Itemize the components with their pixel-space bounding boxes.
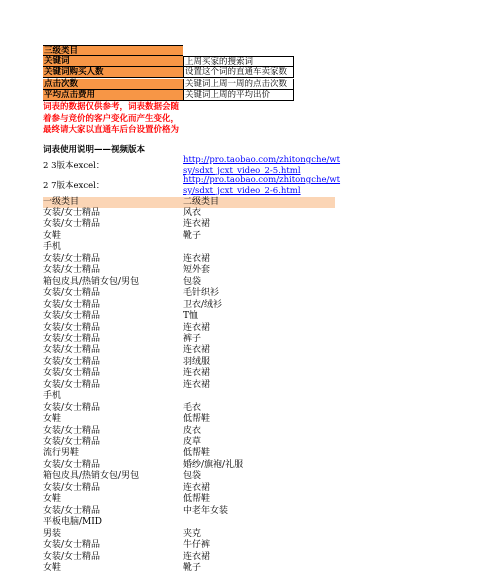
- table-cell-level1: 女装/女士精品: [43, 345, 101, 356]
- table-cell-level1: 女装/女士精品: [43, 379, 101, 390]
- table-cell-level1: 女装/女士精品: [43, 219, 101, 230]
- table-cell-level1: 女装/女士精品: [43, 540, 101, 551]
- table-cell-level2: 羽绒服: [183, 356, 211, 367]
- table-cell-level1: 手机: [43, 391, 62, 402]
- video-version-label: 2 7版本excel：: [43, 181, 105, 191]
- legend-desc: 关键词上周一周的点击次数: [183, 79, 294, 90]
- table-cell-level1: 女装/女士精品: [43, 437, 101, 447]
- table-cell-level1: 箱包皮具/热销女包/男包: [43, 276, 140, 287]
- table-cell-level2: 靴子: [183, 562, 202, 573]
- table-cell-level2: 连衣裙: [183, 322, 211, 333]
- table-cell-level1: 女装/女士精品: [43, 356, 101, 367]
- table-cell-level2: 包袋: [183, 471, 202, 482]
- table-cell-level2: 连衣裙: [183, 482, 211, 493]
- notice-line: 词表的数据仅供参考，词表数据会随: [43, 102, 180, 112]
- table-cell-level1: 女鞋: [43, 494, 62, 505]
- notice-line: 最终请大家以直通车后台设置价格为: [43, 125, 180, 135]
- table-cell-level2: 靴子: [183, 230, 202, 241]
- table-cell-level1: 女鞋: [43, 230, 62, 241]
- table-cell-level2: 连衣裙: [183, 379, 211, 390]
- table-cell-level2: 毛衣: [183, 402, 202, 413]
- table-cell-level1: 平板电脑/MID: [43, 517, 103, 528]
- table-cell-level2: 连衣裙: [183, 345, 211, 356]
- table-cell-level2: 牛仔裤: [183, 540, 211, 551]
- video-link[interactable]: sy/sdxt_jcxt_video_2-5.html: [183, 165, 301, 176]
- table-cell-level2: 短外套: [183, 265, 211, 276]
- table-cell-level2: 毛针织衫: [183, 288, 220, 299]
- table-cell-level1: 女鞋: [43, 562, 62, 573]
- table-cell-level2: 中老年女装: [183, 505, 229, 516]
- table-cell-level1: 男装: [43, 528, 62, 539]
- video-link[interactable]: http://pro.taobao.com/zhitongche/wt: [183, 155, 341, 165]
- table-cell-level2: 连衣裙: [183, 368, 211, 379]
- table-cell-level2: 皮衣: [183, 425, 202, 436]
- table-cell-level1: 流行男鞋: [43, 448, 80, 459]
- table-cell-level2: 卫衣/绒衫: [183, 299, 223, 310]
- table-cell-level1: 女装/女士精品: [43, 425, 101, 436]
- legend-desc: 上周买家的搜索词: [183, 56, 294, 67]
- legend-desc: 关键词上周的平均出价: [183, 90, 294, 101]
- table-cell-level1: 女装/女士精品: [43, 311, 101, 322]
- table-cell-level2: 连衣裙: [183, 551, 211, 562]
- table-cell-level2: 夹克: [183, 528, 202, 539]
- table-cell-level2: 包袋: [183, 276, 202, 287]
- table-cell-level1: 女装/女士精品: [43, 402, 101, 413]
- column-header-level1: 一级类目: [43, 197, 80, 207]
- table-cell-level2: 低帮鞋: [183, 448, 211, 459]
- table-cell-level2: 婚纱/旗袍/礼服: [183, 459, 244, 470]
- table-cell-level2: 低帮鞋: [183, 414, 211, 425]
- table-cell-level1: 女装/女士精品: [43, 322, 101, 333]
- table-cell-level1: 女装/女士精品: [43, 333, 101, 344]
- legend-key: 关键词购买人数: [43, 67, 183, 78]
- legend-key: 平均点击费用: [43, 90, 183, 101]
- legend-key: 关键词: [43, 56, 183, 67]
- table-cell-level1: 女装/女士精品: [43, 265, 101, 276]
- notice-line: 着参与竞价的客户变化而产生变化，: [43, 113, 180, 124]
- table-cell-level2: 皮草: [183, 437, 202, 447]
- table-cell-level2: 连衣裙: [183, 253, 211, 264]
- table-cell-level2: 裤子: [183, 333, 202, 344]
- legend-key: 点击次数: [43, 79, 183, 90]
- table-cell-level1: 箱包皮具/热销女包/男包: [43, 471, 140, 482]
- column-header-level2: 二级类目: [183, 197, 220, 207]
- table-cell-level2: 低帮鞋: [183, 494, 211, 505]
- table-cell-level1: 女装/女士精品: [43, 288, 101, 299]
- legend-desc: 设置这个词的直通车卖家数: [183, 67, 294, 78]
- table-cell-level1: 女装/女士精品: [43, 459, 101, 470]
- table-cell-level1: 手机: [43, 242, 62, 253]
- table-cell-level1: 女装/女士精品: [43, 253, 101, 264]
- table-header-row: [43, 197, 335, 208]
- table-cell-level1: 女装/女士精品: [43, 505, 101, 516]
- table-cell-level1: 女装/女士精品: [43, 551, 101, 562]
- table-cell-level1: 女装/女士精品: [43, 208, 101, 218]
- table-cell-level2: 风衣: [183, 208, 202, 218]
- guide-title: 词表使用说明——视频版本: [43, 145, 146, 155]
- legend-key: 三级类目: [43, 45, 183, 56]
- table-cell-level1: 女鞋: [43, 414, 62, 425]
- video-link[interactable]: http://pro.taobao.com/zhitongche/wt: [183, 175, 341, 185]
- video-link[interactable]: sy/sdxt_jcxt_video_2-6.html: [183, 185, 301, 196]
- table-cell-level1: 女装/女士精品: [43, 368, 101, 379]
- table-cell-level1: 女装/女士精品: [43, 299, 101, 310]
- table-cell-level2: 连衣裙: [183, 219, 211, 230]
- table-cell-level2: T恤: [183, 311, 199, 322]
- video-version-label: 2 3版本excel：: [43, 161, 105, 171]
- table-cell-level1: 女装/女士精品: [43, 482, 101, 493]
